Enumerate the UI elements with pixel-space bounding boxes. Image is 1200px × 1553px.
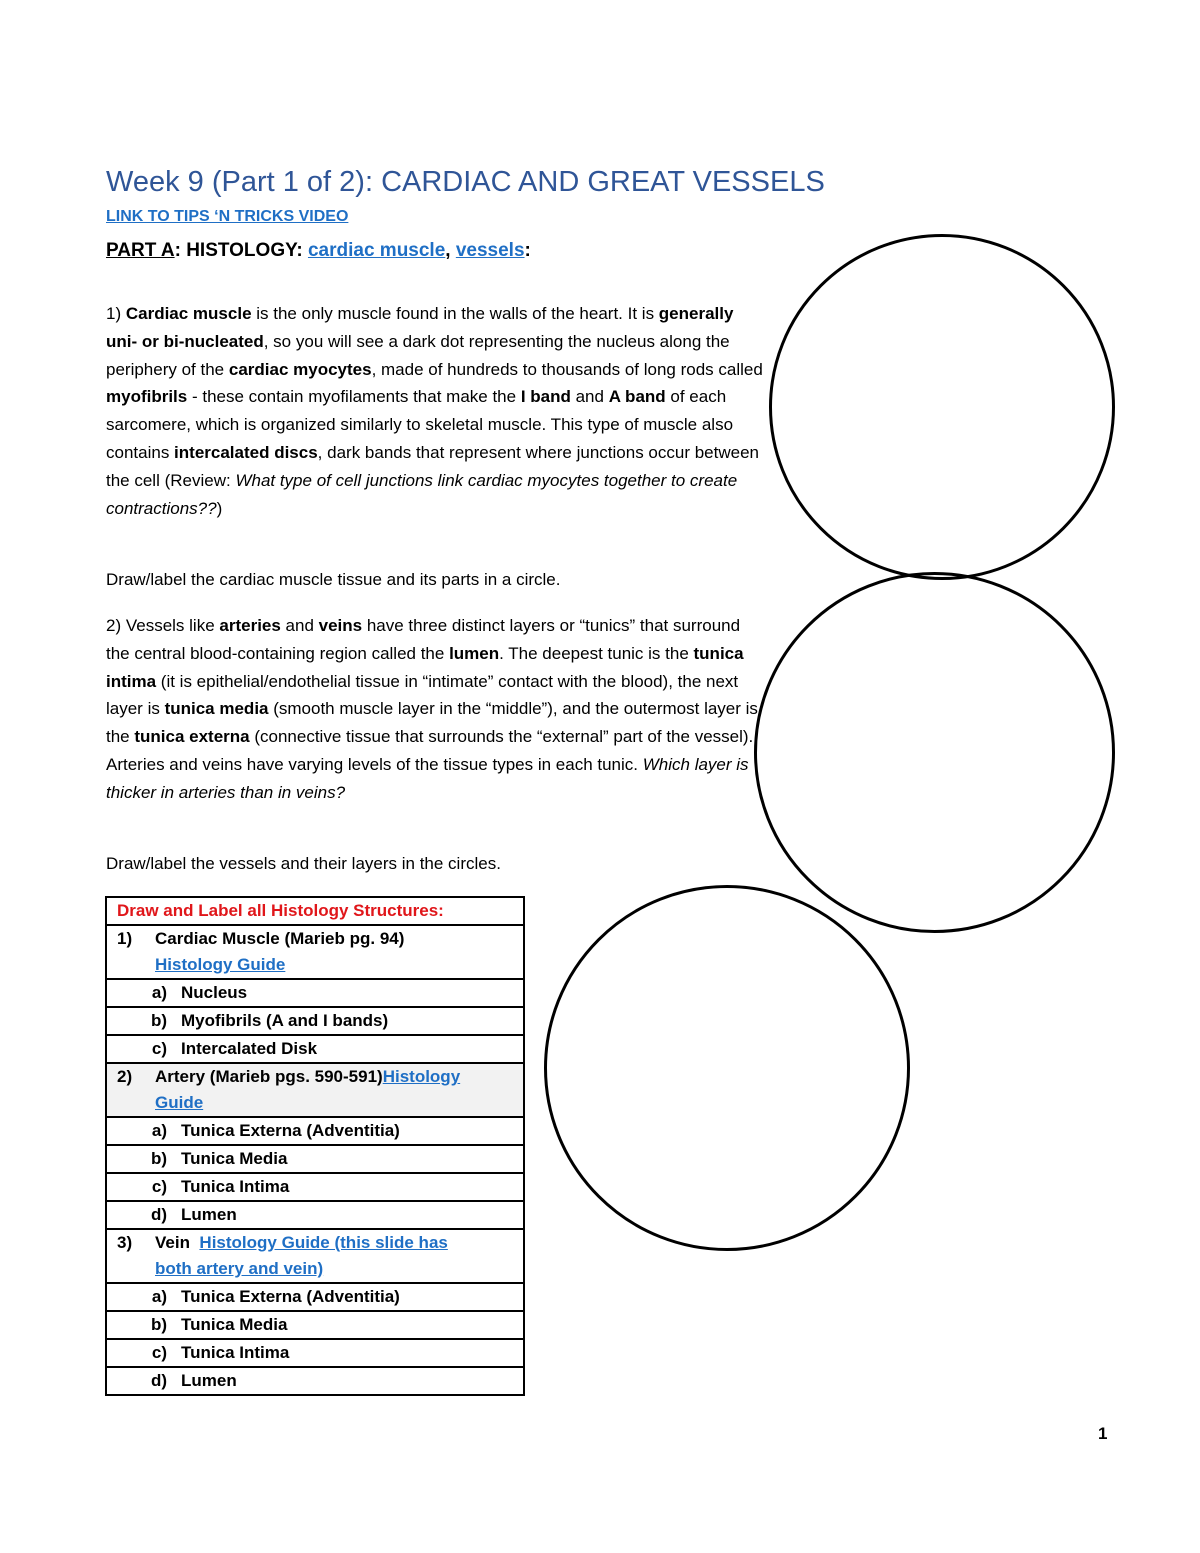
text: (smooth muscle layer in the “middle”), and the outermost layer is the [106, 699, 758, 747]
bold-term: lumen [449, 643, 500, 663]
item-letter: a) [151, 1121, 167, 1140]
table-row [106, 1339, 524, 1367]
bold-term: Cardiac muscle [125, 304, 252, 323]
table-row [106, 1367, 524, 1395]
histology-label: : HISTOLOGY: [174, 240, 308, 261]
item-letter: b) [150, 1011, 167, 1030]
histology-guide-link[interactable]: both artery and vein) [155, 1259, 324, 1278]
text: , made of hundreds to thousands of long rods called [371, 359, 763, 379]
artery-cell [106, 1063, 524, 1117]
table-row [106, 1117, 524, 1145]
table-cell [106, 1145, 524, 1173]
heading-colon: : [524, 240, 531, 261]
instruction-vessels: Draw/label the vessels and their layers in the circles. [106, 854, 501, 873]
item-text: Tunica Media [181, 1315, 288, 1334]
item-label: Artery (Marieb pgs. 590-591) [155, 1067, 383, 1086]
table-cell [106, 1201, 524, 1229]
table-cell [106, 1117, 524, 1145]
instruction-cardiac: Draw/label the cardiac muscle tissue and its parts in a circle. [106, 570, 561, 589]
bold-term: tunica externa [134, 727, 250, 747]
vessels-paragraph [106, 612, 766, 807]
item-text: Tunica Intima [181, 1177, 290, 1196]
bold-term: generally uni- or bi-nucleated [106, 304, 734, 351]
table-cell [106, 979, 524, 1007]
table-cell [106, 1007, 524, 1035]
text: - these contain myofilaments that make the [187, 387, 521, 407]
item-letter: c) [151, 1343, 167, 1362]
item-label: Cardiac Muscle (Marieb pg. 94) [155, 929, 405, 948]
table-header-row [106, 897, 524, 925]
item-text: Tunica Externa (Adventitia) [181, 1287, 400, 1306]
item-text: Tunica Media [181, 1149, 288, 1168]
item-letter: a) [151, 983, 167, 1002]
table-row [106, 1283, 524, 1311]
table-row [106, 925, 524, 979]
table-cell [106, 1311, 524, 1339]
drawing-circle-3 [544, 885, 910, 1251]
item-number: 1) [117, 929, 133, 948]
histology-structures-table [105, 896, 525, 1396]
review-question: What type of cell junctions link cardiac myocytes together to create contractions?? [106, 470, 738, 518]
text: and [570, 387, 609, 407]
part-a-heading [106, 240, 531, 262]
item-letter: a) [151, 1287, 167, 1306]
item-text: Tunica Intima [181, 1343, 290, 1362]
table-row [106, 1229, 524, 1283]
item-number: 2) [117, 1067, 133, 1086]
bold-term: tunica media [164, 699, 269, 719]
text: , dark bands that represent where junctions occur between the cell (Review: [106, 442, 759, 490]
item-letter: c) [151, 1177, 167, 1196]
table-cell [106, 1367, 524, 1395]
cardiac-muscle-cell [106, 925, 524, 979]
text: have three distinct layers or “tunics” that surround the central blood-containing region called the [106, 616, 741, 663]
table-cell [106, 1035, 524, 1063]
histology-guide-link[interactable]: Guide [155, 1093, 204, 1112]
vessels-link[interactable]: vessels [455, 240, 525, 261]
item-letter: b) [150, 1315, 167, 1334]
item-text: Intercalated Disk [181, 1039, 318, 1058]
item-text: Tunica Externa (Adventitia) [181, 1121, 400, 1140]
page-title: Week 9 (Part 1 of 2): CARDIAC AND GREAT VESSELS [106, 166, 825, 198]
bold-term: myofibrils [106, 387, 188, 407]
item-letter: d) [150, 1371, 167, 1390]
table-row [106, 1063, 524, 1117]
item-text: Lumen [181, 1371, 237, 1390]
table-row [106, 1145, 524, 1173]
tips-video-link[interactable]: LINK TO TIPS ‘N TRICKS VIDEO [106, 208, 349, 225]
histology-guide-link[interactable]: Histology Guide [155, 955, 286, 974]
part-a-label: PART A [106, 240, 175, 261]
item-letter: d) [150, 1205, 167, 1224]
text: (connective tissue that surrounds the “external” part of the vessel). Arteries and veins have varying levels of the tissue types in each tunic. [106, 727, 754, 774]
table-row [106, 979, 524, 1007]
item-letter: c) [151, 1039, 167, 1058]
item-text: Nucleus [181, 983, 248, 1002]
bold-term: tunica intima [106, 643, 744, 691]
cardiac-muscle-link[interactable]: cardiac muscle [307, 240, 446, 261]
text: 1) [106, 304, 126, 323]
text: ) [216, 498, 223, 518]
bold-term: A band [608, 387, 666, 407]
item-number: 3) [117, 1233, 133, 1252]
table-cell [106, 1339, 524, 1367]
histology-guide-link[interactable]: Histology [382, 1067, 461, 1086]
text: of each sarcomere, which is organized similarly to skeletal muscle. This type of muscle also contains [106, 387, 734, 462]
table-row [106, 1035, 524, 1063]
table-cell [106, 1283, 524, 1311]
table-row [106, 1007, 524, 1035]
page-number: 1 [1098, 1424, 1108, 1443]
item-text: Lumen [181, 1205, 237, 1224]
review-question: Which layer is thicker in arteries than in veins? [106, 754, 749, 802]
table-cell [106, 1173, 524, 1201]
text: , so you will see a dark dot representing the nucleus along the periphery of the [106, 331, 730, 379]
bold-term: arteries [219, 616, 281, 635]
table-header: Draw and Label all Histology Structures: [106, 897, 524, 925]
table-row [106, 1173, 524, 1201]
text: and [280, 616, 319, 635]
comma: , [445, 240, 456, 261]
table-row [106, 1201, 524, 1229]
item-label: Vein [155, 1233, 190, 1252]
histology-guide-link[interactable]: Histology Guide (this slide has [199, 1233, 448, 1252]
item-text: Myofibrils (A and I bands) [181, 1011, 389, 1030]
item-letter: b) [150, 1149, 167, 1168]
drawing-circle-2 [754, 572, 1115, 933]
bold-term: cardiac myocytes [228, 359, 372, 379]
table-row [106, 1311, 524, 1339]
cardiac-muscle-paragraph [106, 300, 766, 522]
bold-term: I band [520, 387, 571, 407]
bold-term: intercalated discs [174, 442, 318, 462]
vein-cell [106, 1229, 524, 1283]
drawing-circle-1 [769, 234, 1115, 580]
text: 2) Vessels like [106, 616, 220, 635]
text: (it is epithelial/endothelial tissue in “intimate” contact with the blood), the next layer is [106, 671, 739, 719]
bold-term: veins [318, 616, 363, 635]
text: is the only muscle found in the walls of the heart. It is [251, 304, 659, 323]
text: . The deepest tunic is the [499, 643, 694, 663]
